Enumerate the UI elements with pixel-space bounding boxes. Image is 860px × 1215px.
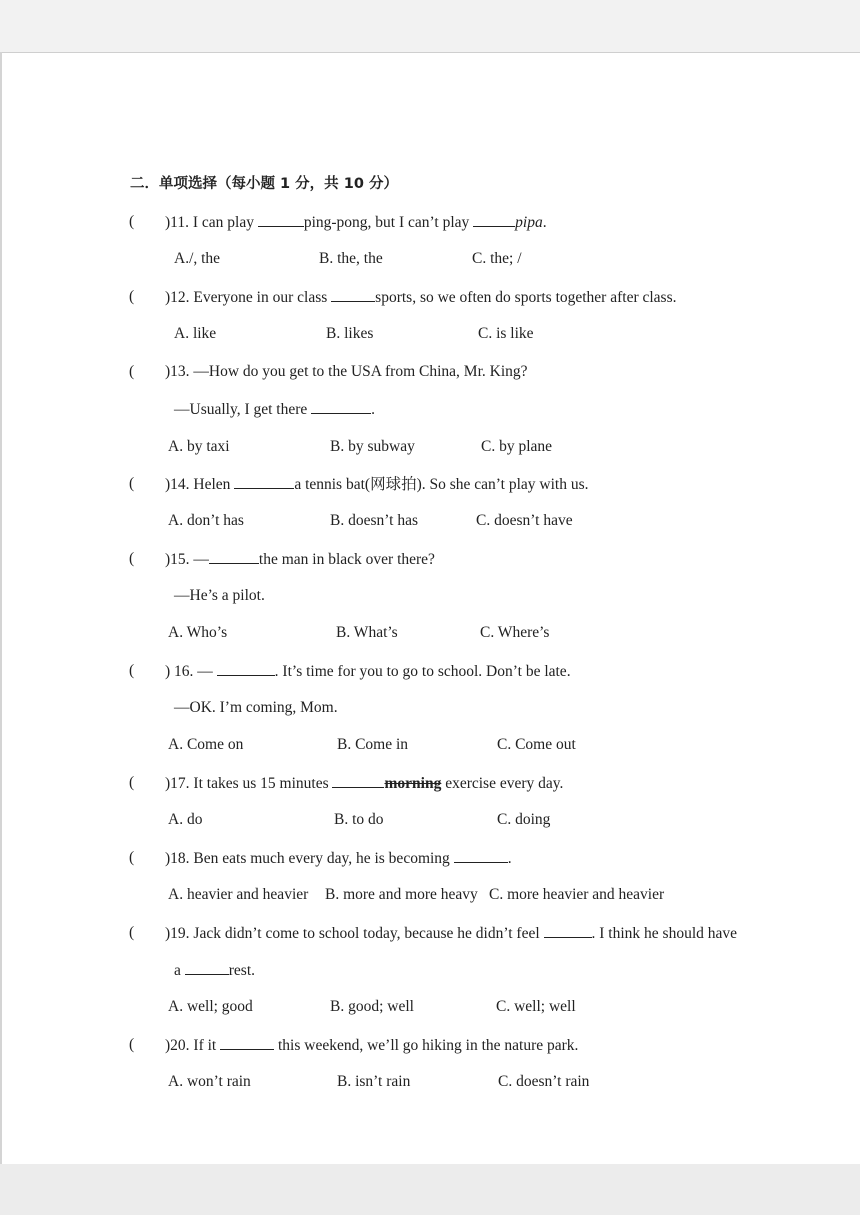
option-c: C. doing (497, 811, 551, 828)
question-17: )17. It takes us 15 minutes morning exercise every day. (165, 775, 564, 792)
option-c: C. is like (478, 325, 534, 342)
question-13-reply: —Usually, I get there . (174, 401, 376, 418)
option-c: C. more heavier and heavier (489, 886, 665, 903)
option-b: B. by subway (330, 438, 415, 455)
answer-blank (185, 960, 229, 975)
option-a: A. Come on (168, 736, 244, 753)
bottom-margin (0, 1164, 860, 1215)
option-b: B. likes (326, 325, 374, 342)
option-c: C. Come out (497, 736, 576, 753)
option-a: A. don’t has (168, 512, 244, 529)
option-c: C. well; well (496, 998, 576, 1015)
option-b: B. Come in (337, 736, 409, 753)
answer-paren: ( (129, 550, 135, 567)
question-19: )19. Jack didn’t come to school today, because he didn’t feel . I think he should have (165, 925, 738, 942)
option-b: B. to do (334, 811, 384, 828)
option-a: A. heavier and heavier (168, 886, 309, 903)
answer-blank (332, 773, 384, 788)
answer-blank (234, 474, 294, 489)
answer-blank (473, 212, 515, 227)
option-b: B. good; well (330, 998, 414, 1015)
question-19-line2: a rest. (174, 962, 256, 979)
option-a: A./, the (174, 250, 221, 267)
question-18: )18. Ben eats much every day, he is becoming . (165, 850, 512, 867)
answer-paren: ( (129, 924, 135, 941)
option-a: A. by taxi (168, 438, 230, 455)
answer-paren: ( (129, 213, 135, 230)
answer-blank (454, 848, 508, 863)
answer-blank (331, 287, 375, 302)
answer-blank (311, 399, 371, 414)
answer-paren: ( (129, 475, 135, 492)
question-15-reply: —He’s a pilot. (174, 587, 265, 604)
option-b: B. more and more heavy (325, 886, 478, 903)
answer-blank (220, 1035, 274, 1050)
question-20: )20. If it this weekend, we’ll go hiking in the nature park. (165, 1037, 579, 1054)
option-b: B. doesn’t has (330, 512, 418, 529)
question-16-reply: —OK. I’m coming, Mom. (174, 699, 338, 716)
option-c: C. the; / (472, 250, 522, 267)
answer-paren: ( (129, 288, 135, 305)
answer-paren: ( (129, 774, 135, 791)
page-edge (0, 52, 2, 1164)
option-a: A. like (174, 325, 217, 342)
question-11: )11. I can play ping-pong, but I can’t play pipa. (165, 214, 547, 231)
answer-blank (258, 212, 304, 227)
option-b: B. the, the (319, 250, 383, 267)
option-a: A. Who’s (168, 624, 228, 641)
option-c: C. by plane (481, 438, 553, 455)
question-15: )15. — the man in black over there? (165, 551, 435, 568)
answer-blank (209, 549, 259, 564)
question-13: )13. —How do you get to the USA from China, Mr. King? (165, 363, 528, 380)
answer-paren: ( (129, 363, 135, 380)
answer-paren: ( (129, 849, 135, 866)
section-title: 二．单项选择（每小题 1 分，共 10 分） (130, 176, 398, 192)
answer-paren: ( (129, 1036, 135, 1053)
struck-word: morning (384, 775, 442, 792)
option-c: C. Where’s (480, 624, 550, 641)
question-14: )14. Helen a tennis bat(网球拍). So she can’t play with us. (165, 476, 589, 493)
option-a: A. won’t rain (168, 1073, 251, 1090)
option-b: B. What’s (336, 624, 398, 641)
option-c: C. doesn’t have (476, 512, 573, 529)
option-a: A. do (168, 811, 203, 828)
answer-blank (544, 923, 592, 938)
question-12: )12. Everyone in our class sports, so we often do sports together after class. (165, 289, 677, 306)
option-a: A. well; good (168, 998, 253, 1015)
answer-blank (217, 661, 275, 676)
answer-paren: ( (129, 662, 135, 679)
option-b: B. isn’t rain (337, 1073, 411, 1090)
question-16: ) 16. — . It’s time for you to go to school. Don’t be late. (165, 663, 571, 680)
option-c: C. doesn’t rain (498, 1073, 590, 1090)
